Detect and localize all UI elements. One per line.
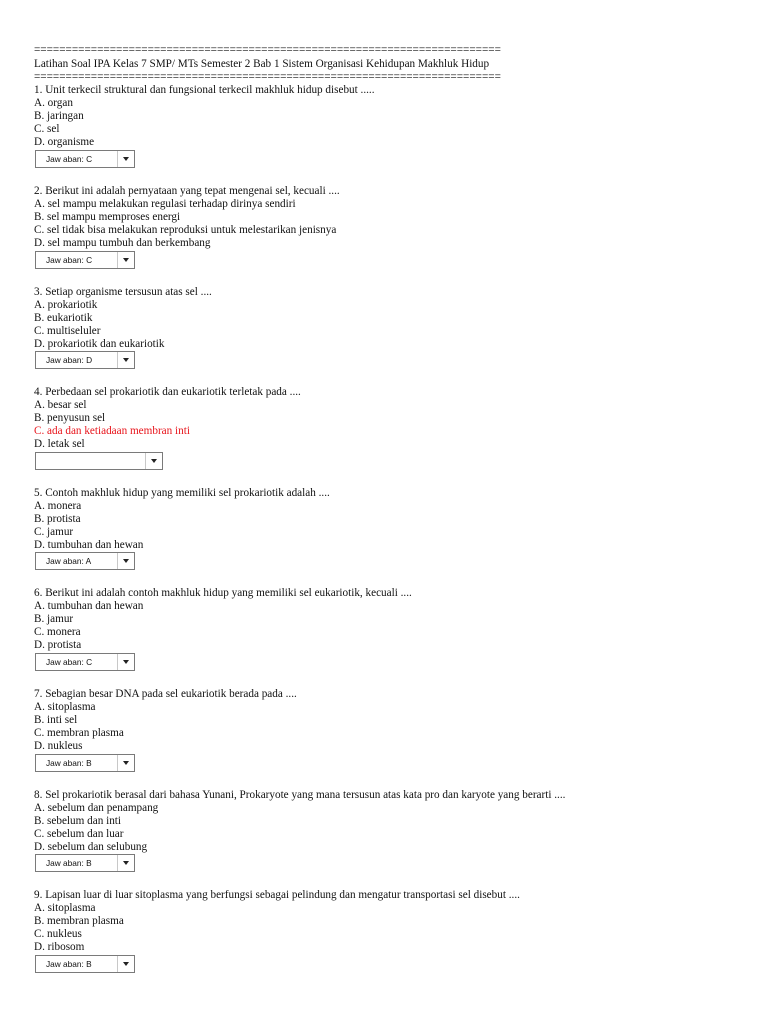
option-c-highlighted: C. ada dan ketiadaan membran inti [34, 425, 190, 437]
option-a: A. organ [34, 97, 73, 109]
answer-dropdown[interactable] [35, 452, 163, 470]
option-a: A. sitoplasma [34, 902, 96, 914]
question-text: 8. Sel prokariotik berasal dari bahasa Yunani, Prokaryote yang mana tersusun atas kata pro dan karyote yang berarti .... [34, 789, 566, 801]
answer-value: Jaw aban: B [46, 959, 92, 969]
chevron-down-icon [117, 654, 134, 670]
answer-value: Jaw aban: C [46, 154, 93, 164]
question-text: 5. Contoh makhluk hidup yang memiliki sel prokariotik adalah .... [34, 487, 330, 499]
answer-dropdown[interactable] [35, 552, 135, 570]
answer-dropdown[interactable] [35, 150, 135, 168]
chevron-down-icon [117, 755, 134, 771]
page-title: Latihan Soal IPA Kelas 7 SMP/ MTs Semester 2 Bab 1 Sistem Organisasi Kehidupan Makhluk Hidup [34, 58, 490, 70]
option-b: B. membran plasma [34, 915, 124, 927]
answer-dropdown[interactable] [35, 854, 135, 872]
option-d: D. letak sel [34, 438, 85, 450]
option-a: A. tumbuhan dan hewan [34, 600, 144, 612]
option-d: D. tumbuhan dan hewan [34, 539, 144, 551]
option-b: B. jaringan [34, 110, 84, 122]
question-text: 2. Berikut ini adalah pernyataan yang tepat mengenai sel, kecuali .... [34, 185, 340, 197]
question-text: 4. Perbedaan sel prokariotik dan eukariotik terletak pada .... [34, 386, 301, 398]
option-a: A. prokariotik [34, 299, 98, 311]
chevron-down-icon [117, 252, 134, 268]
separator-bottom: ========================================================================== [34, 71, 501, 83]
option-a: A. sitoplasma [34, 701, 96, 713]
answer-dropdown[interactable] [35, 251, 135, 269]
option-c: C. sel [34, 123, 60, 135]
option-b: B. sebelum dan inti [34, 815, 122, 827]
chevron-down-icon [117, 855, 134, 871]
chevron-down-icon [145, 453, 162, 469]
answer-value: Jaw aban: B [46, 758, 92, 768]
option-b: B. penyusun sel [34, 412, 106, 424]
option-c: C. jamur [34, 526, 74, 538]
option-d: D. ribosom [34, 941, 85, 953]
answer-value: Jaw aban: D [46, 355, 93, 365]
option-d: D. sel mampu tumbuh dan berkembang [34, 237, 211, 249]
answer-value: Jaw aban: C [46, 255, 93, 265]
option-d: D. sebelum dan selubung [34, 841, 148, 853]
option-a: A. monera [34, 500, 82, 512]
option-a: A. sel mampu melakukan regulasi terhadap dirinya sendiri [34, 198, 296, 210]
option-c: C. multiseluler [34, 325, 101, 337]
option-c: C. nukleus [34, 928, 82, 940]
chevron-down-icon [117, 352, 134, 368]
option-b: B. sel mampu memproses energi [34, 211, 181, 223]
option-c: C. sel tidak bisa melakukan reproduksi untuk melestarikan jenisnya [34, 224, 337, 236]
option-c: C. monera [34, 626, 81, 638]
question-text: 1. Unit terkecil struktural dan fungsional terkecil makhluk hidup disebut ..... [34, 84, 375, 96]
option-b: B. eukariotik [34, 312, 93, 324]
chevron-down-icon [117, 553, 134, 569]
answer-value: Jaw aban: B [46, 858, 92, 868]
option-b: B. jamur [34, 613, 74, 625]
question-text: 7. Sebagian besar DNA pada sel eukariotik berada pada .... [34, 688, 297, 700]
option-a: A. besar sel [34, 399, 87, 411]
answer-dropdown[interactable] [35, 653, 135, 671]
option-d: D. prokariotik dan eukariotik [34, 338, 165, 350]
option-c: C. sebelum dan luar [34, 828, 124, 840]
answer-dropdown[interactable] [35, 351, 135, 369]
option-b: B. inti sel [34, 714, 78, 726]
option-d: D. organisme [34, 136, 95, 148]
option-d: D. nukleus [34, 740, 83, 752]
separator-top: ========================================================================== [34, 44, 501, 56]
chevron-down-icon [117, 151, 134, 167]
question-text: 6. Berikut ini adalah contoh makhluk hidup yang memiliki sel eukariotik, kecuali .... [34, 587, 412, 599]
option-b: B. protista [34, 513, 81, 525]
question-text: 9. Lapisan luar di luar sitoplasma yang berfungsi sebagai pelindung dan mengatur transportasi sel disebut .... [34, 889, 520, 901]
answer-dropdown[interactable] [35, 754, 135, 772]
answer-value: Jaw aban: A [46, 556, 92, 566]
question-text: 3. Setiap organisme tersusun atas sel .... [34, 286, 212, 298]
answer-dropdown[interactable] [35, 955, 135, 973]
answer-value: Jaw aban: C [46, 657, 93, 667]
option-a: A. sebelum dan penampang [34, 802, 159, 814]
option-c: C. membran plasma [34, 727, 124, 739]
chevron-down-icon [117, 956, 134, 972]
option-d: D. protista [34, 639, 82, 651]
